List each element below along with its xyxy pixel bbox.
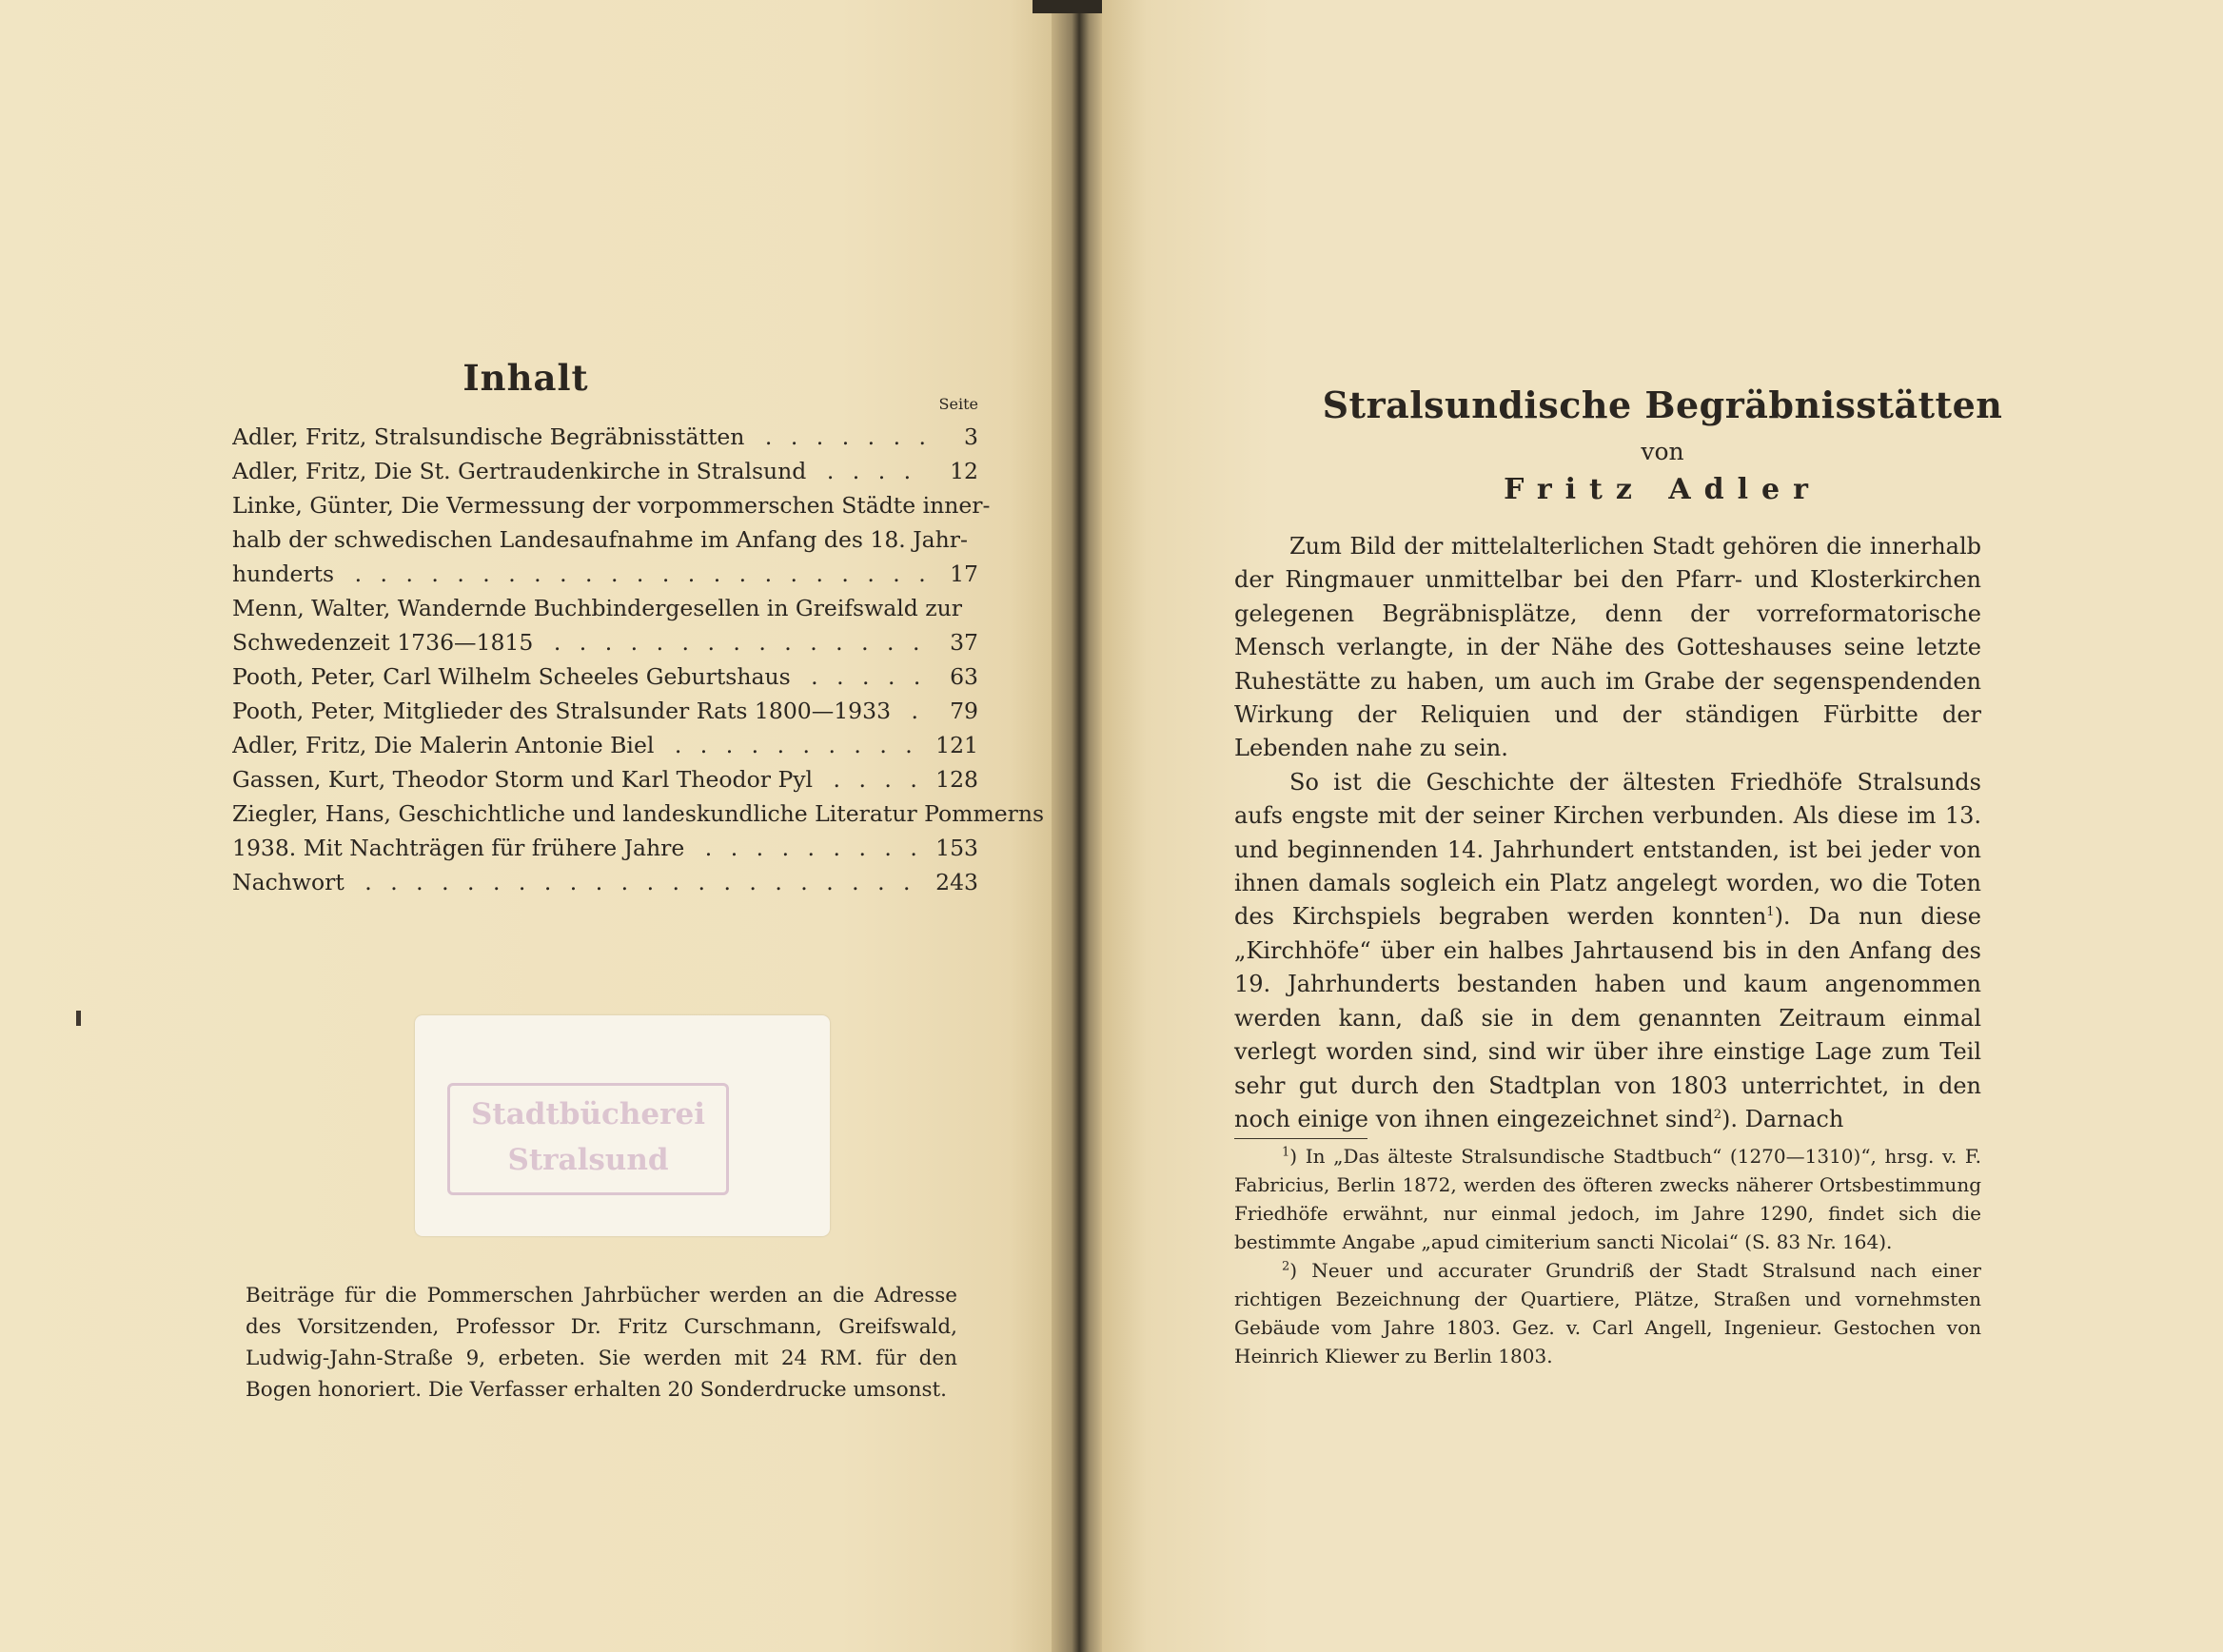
toc-entry (232, 728, 978, 762)
toc-entry-title: Pooth, Peter, Carl Wilhelm Scheeles Geburtshaus (232, 663, 791, 690)
paragraph-text: ). Darnach (1721, 1105, 1844, 1132)
toc-entry-title: Nachwort (232, 869, 344, 895)
page-column-label: Seite (938, 395, 978, 413)
article-byline-von: von (1641, 438, 1684, 465)
toc-entry-title: Adler, Fritz, Die Malerin Antonie Biel (232, 732, 655, 758)
paragraph (1234, 766, 1981, 1136)
footnote (1234, 1256, 1981, 1370)
toc-entry-title-cont: 1938. Mit Nachträgen für frühere Jahre (232, 835, 685, 861)
submission-note: Beiträge für die Pommerschen Jahrbücher werden an die Adresse des Vorsitzenden, Professor Dr. Fritz Curschmann, Greifswald, Ludwig-Jahn-Straße 9, erbeten. Sie werden mit 24 RM. für den Bogen honoriert. Die Verfasser erhalten 20 Sonderdrucke umsonst. (246, 1284, 957, 1402)
toc-entry-page: 153 (935, 835, 978, 861)
toc-entry-title: Adler, Fritz, Stralsundische Begräbnisstätten (232, 423, 745, 450)
toc-entry-title-cont: halb der schwedischen Landesaufnahme im Anfang des 18. Jahr- (232, 526, 968, 553)
toc-entry-page: 17 (950, 560, 978, 587)
toc-entry-title: Pooth, Peter, Mitglieder des Stralsunder Rats 1800—1933 (232, 698, 892, 724)
footnote-ref: 2 (1713, 1107, 1721, 1122)
paragraph-text: ). Da nun diese „Kirchhöfe“ über ein halbes Jahrtausend bis in den Anfang des 19. Jahrhunderts bestanden haben und kaum angenommen werden kann, daß sie in dem genannten Zeitraum einmal verlegt worden sind, sind wir über ihre einstige Lage zum Teil sehr gut durch den Stadtplan von 1803 unterrichtet, in den noch einige von ihnen eingezeichnet sind (1234, 903, 1981, 1132)
toc-entry (232, 796, 1045, 865)
toc-entry (232, 659, 978, 694)
toc-entry-page: 79 (950, 698, 978, 724)
toc-heading: Inhalt (462, 357, 589, 399)
stamp-text: Stadtbücherei (471, 1097, 705, 1131)
paragraph: Zum Bild der mittelalterlichen Stadt gehören die innerhalb der Ringmauer unmittelbar bei den Pfarr- und Klosterkirchen gelegenen Begräbnisplätze, denn der vorreformatorische Mensch verlangte, in der Nähe des Gotteshauses seine letzte Ruhestätte zu haben, um auch im Grabe der segenspendenden Wirkung der Reliquien und der ständigen Fürbitte der Lebenden nahe zu sein. (1234, 533, 1981, 762)
footnote (1234, 1142, 1981, 1256)
footnote-text: ) In „Das älteste Stralsundische Stadtbuch“ (1270—1310)“, hrsg. v. F. Fabricius, Berlin 1872, werden des öfteren zwecks näherer Ortsbestimmung Friedhöfe erwähnt, nur einmal jedoch, im Jahre 1290, findet sich die bestimmte Angabe „apud cimiterium sancti Nicolai“ (S. 83 Nr. 164). (1234, 1145, 1981, 1253)
article-body (1234, 530, 1981, 1136)
toc-entry (232, 865, 978, 899)
toc-entry-title: Linke, Günter, Die Vermessung der vorpommerschen Städte inner- (232, 492, 991, 519)
page-edge-mark (76, 1011, 81, 1026)
footnote-mark: 2 (1282, 1259, 1290, 1274)
toc-entry-title: Menn, Walter, Wandernde Buchbindergesellen in Greifswald zur (232, 595, 963, 621)
toc-entry (232, 454, 978, 488)
footnote-mark: 1 (1282, 1145, 1290, 1160)
article-author: Fritz Adler (1504, 473, 1821, 506)
toc-entry (232, 420, 978, 454)
paragraph-text: So ist die Geschichte der ältesten Friedhöfe Stralsunds aufs engste mit der seiner Kirchen verbunden. Als diese im 13. und beginnenden 14. Jahrhundert entstanden, ist bei jeder von ihnen damals sogleich ein Platz angelegt worden, wo die Toten des Kirchspiels begraben werden konnten (1234, 768, 1981, 931)
stamp-text: Stralsund (507, 1143, 669, 1177)
article-title: Stralsundische Begräbnisstätten (1322, 384, 2003, 426)
toc-entry-page: 121 (935, 732, 978, 758)
book-gutter (1052, 0, 1102, 1652)
toc-entry-page: 243 (935, 869, 978, 895)
toc-entry-title-cont: hunderts (232, 560, 335, 587)
toc-entry-title: Adler, Fritz, Die St. Gertraudenkirche in Stralsund (232, 458, 807, 484)
toc-entry-page: 37 (950, 629, 978, 656)
toc-entry-page: 12 (950, 458, 978, 484)
footnote-text: ) Neuer und accurater Grundriß der Stadt Stralsund nach einer richtigen Bezeichnung der Quartiere, Plätze, Straßen und vornehmsten Gebäude vom Jahre 1803. Gez. v. Carl Angell, Ingenieur. Gestochen von Heinrich Kliewer zu Berlin 1803. (1234, 1259, 1981, 1367)
library-stamp (447, 1083, 729, 1195)
toc-entry-page: 63 (950, 663, 978, 690)
table-of-contents (232, 395, 1045, 899)
toc-entry-title: Ziegler, Hans, Geschichtliche und landeskundliche Literatur Pommerns (232, 800, 1045, 827)
toc-entry-page: 3 (964, 423, 978, 450)
footnote-divider (1234, 1138, 1367, 1139)
toc-entry (232, 694, 978, 728)
toc-entry-page: 128 (935, 766, 978, 793)
toc-entry (232, 762, 978, 796)
toc-entry-title-cont: Schwedenzeit 1736—1815 (232, 629, 534, 656)
toc-entry-title: Gassen, Kurt, Theodor Storm und Karl Theodor Pyl (232, 766, 814, 793)
toc-entry (232, 591, 978, 659)
toc-entry (232, 488, 991, 591)
footnotes (1234, 1142, 1981, 1370)
footnote-ref: 1 (1766, 905, 1775, 920)
